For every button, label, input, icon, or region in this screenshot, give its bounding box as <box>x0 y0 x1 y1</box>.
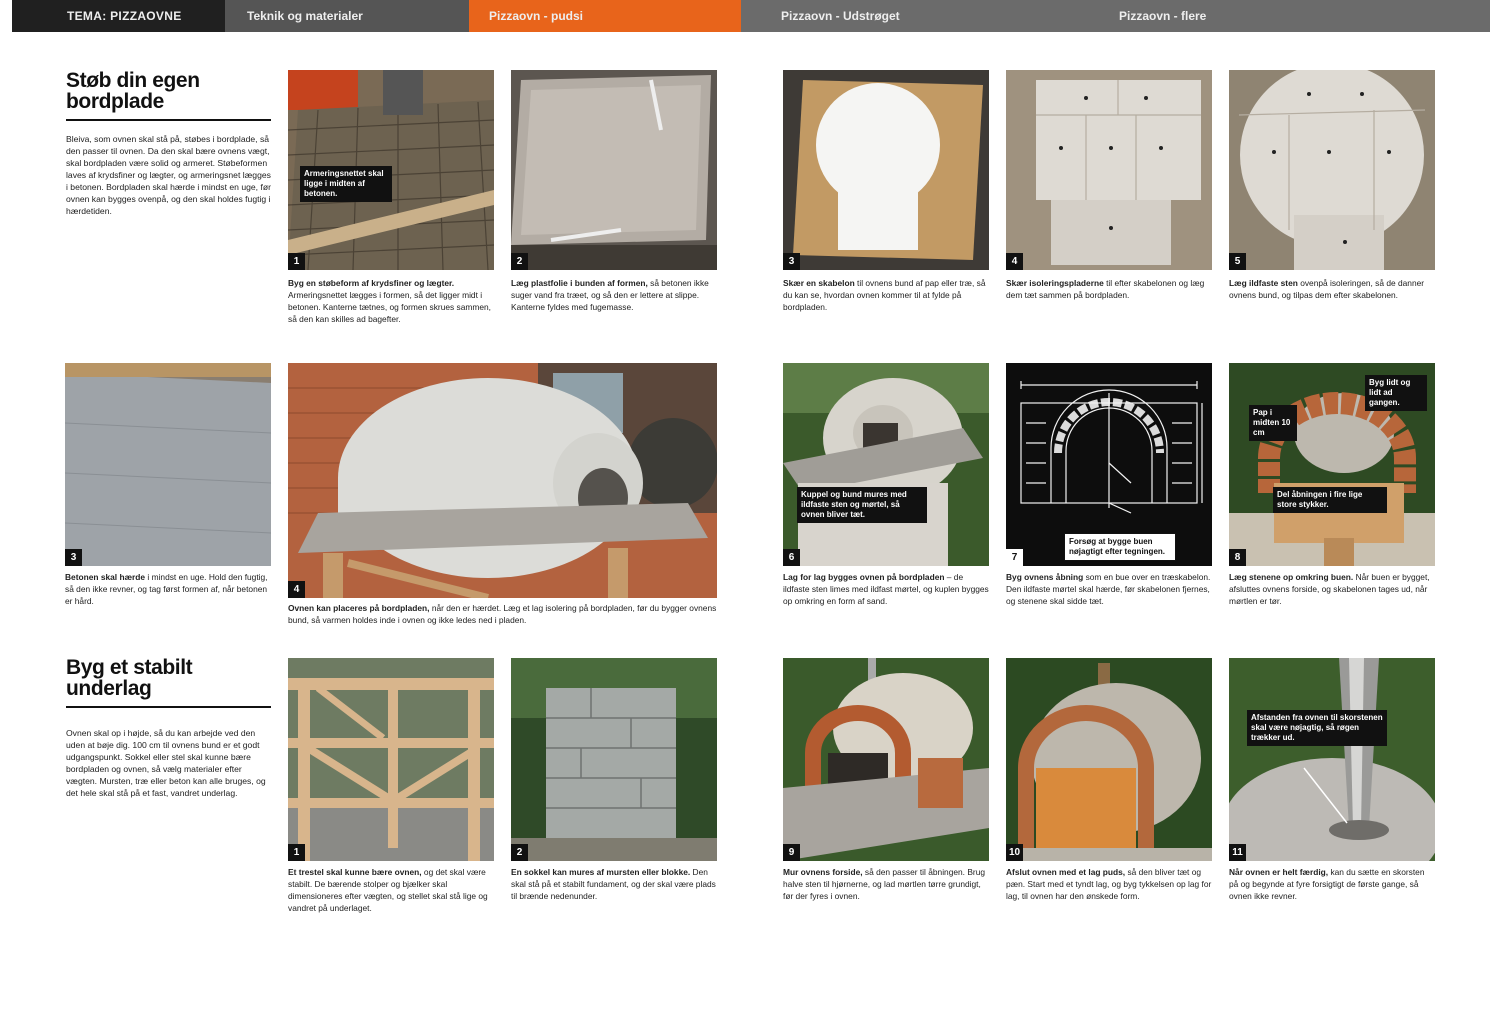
note-arch: Forsøg at bygge buen nøjagtigt efter tegningen. <box>1064 533 1176 561</box>
caption-step-p6 <box>783 571 989 607</box>
caption-text: så betonen ikke suger vand fra træet, og så den er lettere at slippe. Kanterne fyldes med fugemasse. <box>511 278 709 312</box>
caption-text: Når buen er bygget, afsluttes ovnens forside, og skabelonen tages ud, når mørtlen er tør. <box>1229 572 1430 606</box>
step-number: 4 <box>288 581 305 598</box>
caption-bold: Afslut ovnen med et lag puds, <box>1006 867 1126 877</box>
caption-text: ovenpå isoleringen, så de danner ovnens bund, og tilpas dem efter skabelonen. <box>1229 278 1425 300</box>
step-number: 10 <box>1006 844 1023 861</box>
caption-step-p5 <box>1229 277 1435 301</box>
step-number: 8 <box>1229 549 1246 566</box>
caption-step-p4 <box>1006 277 1212 301</box>
note-dome: Kuppel og bund mures med ildfaste sten og mørtel, så ovnen bliver tæt. <box>797 487 927 523</box>
step-number: 4 <box>1006 253 1023 270</box>
step-number: 2 <box>511 844 528 861</box>
caption-bold: Byg ovnens åbning <box>1006 572 1084 582</box>
caption-bold: Skær isoleringspladerne <box>1006 278 1104 288</box>
top-nav-bar <box>12 0 1490 32</box>
nav-tab-active[interactable]: Pizzaovn - pudsi <box>469 0 741 32</box>
caption-bold: Et trestel skal kunne bære ovnen, <box>288 867 422 877</box>
caption-step-p8 <box>1229 571 1435 607</box>
photo-wood-frame <box>288 658 494 861</box>
step-number: 11 <box>1229 844 1246 861</box>
caption-bold: Mur ovnens forside, <box>783 867 863 877</box>
caption-step-p7 <box>1006 571 1212 607</box>
caption-step-b1 <box>288 866 494 914</box>
caption-text: Den skal stå på et stabilt fundament, og der skal være plads til brænde nedenunder. <box>511 867 716 901</box>
caption-text: Armeringsnettet lægges i formen, så det ligger midt i betonen. Kanterne tætnes, og formen skrues sammen, så den kan skilles ad bagefter. <box>288 290 491 324</box>
caption-bold: En sokkel kan mures af mursten eller blokke. <box>511 867 691 877</box>
photo-oven-front <box>783 658 989 861</box>
caption-step-t4 <box>288 602 717 626</box>
photo-oven-on-table <box>288 363 717 598</box>
caption-step-t2 <box>511 277 717 313</box>
note-arch-center: Pap i midten 10 cm <box>1249 405 1297 441</box>
step-number: 5 <box>1229 253 1246 270</box>
photo-formwork <box>288 70 494 270</box>
caption-step-p9 <box>783 866 989 902</box>
note-rebar: Armeringsnettet skal ligge i midten af betonen. <box>300 166 392 202</box>
caption-text: i mindst en uge. Hold den fugtig, så den ikke revner, og tag først formen af, når betonen er hård. <box>65 572 268 606</box>
photo-plastic-form <box>511 70 717 270</box>
photo-curing-slab <box>65 363 271 566</box>
note-arch-divide: Del åbningen i fire lige store stykker. <box>1273 487 1387 513</box>
caption-bold: Læg ildfaste sten <box>1229 278 1298 288</box>
step-number: 3 <box>65 549 82 566</box>
caption-text: til ovnens bund af pap eller træ, så du kan se, hvordan ovnen kommer til at fylde på bordpladen. <box>783 278 986 312</box>
caption-text: så den bliver tæt og pæn. Start med et tyndt lag, og byg tykkelsen op lag for lag, til ovnen har den ønskede form. <box>1006 867 1212 901</box>
caption-step-p3 <box>783 277 989 313</box>
caption-text: som en bue over en træskabelon. Den ildfaste mørtel skal hærde, før skabelonen fjernes, og stenene skal sidde tæt. <box>1006 572 1211 606</box>
photo-fire-bricks-base <box>1229 70 1435 270</box>
caption-bold: Ovnen kan placeres på bordpladen, <box>288 603 430 613</box>
note-arch-build: Byg lidt og lidt ad gangen. <box>1365 375 1427 411</box>
photo-chimney <box>1229 658 1435 861</box>
caption-bold: Byg en støbeform af krydsfiner og lægter. <box>288 278 455 288</box>
caption-text: kan du sætte en skorsten på og begynde at fyre forsigtigt de første gange, så ovnen ikke revner. <box>1229 867 1425 901</box>
section-title-tabletop: Støb din egen bordplade <box>66 70 271 121</box>
arch-diagram <box>1006 363 1212 566</box>
section-intro-base: Ovnen skal op i højde, så du kan arbejde ved den uden at bøje dig. 100 cm til ovnens bund er et godt udgangspunkt. Sokkel eller stel skal kunne bære bordpladen og ovnen, så vælg materialer efter vægten. Mursten, træ eller beton kan alle bruges, og det hele skal stå på et fast, vandret underlag. <box>66 728 266 798</box>
step-number: 7 <box>1006 549 1023 566</box>
nav-tab-tools[interactable]: Teknik og materialer <box>225 0 469 32</box>
photo-block-base <box>511 658 717 861</box>
caption-text: og det skal være stabilt. De bærende stolper og bjælker skal dimensioneres efter vægten, og stellet skal stå lige og vandret på underlaget. <box>288 867 488 913</box>
photo-template <box>783 70 989 270</box>
note-chimney: Afstanden fra ovnen til skorstenen skal være nøjagtig, så røgen trækker ud. <box>1247 710 1387 746</box>
caption-bold: Læg plastfolie i bunden af formen, <box>511 278 648 288</box>
step-number: 2 <box>511 253 528 270</box>
step-number: 3 <box>783 253 800 270</box>
caption-step-b2 <box>511 866 717 902</box>
step-number: 6 <box>783 549 800 566</box>
photo-dome-build <box>783 363 989 566</box>
nav-theme-label: TEMA: PIZZAOVNE <box>12 0 225 32</box>
step-number: 1 <box>288 844 305 861</box>
caption-bold: Lag for lag bygges ovnen på bordpladen <box>783 572 945 582</box>
caption-step-p10 <box>1006 866 1212 902</box>
photo-plastered-oven <box>1006 658 1212 861</box>
caption-bold: Når ovnen er helt færdig, <box>1229 867 1329 877</box>
caption-step-t3 <box>65 571 271 607</box>
caption-step-p11 <box>1229 866 1435 902</box>
caption-text: når den er hærdet. Læg et lag isolering på bordpladen, før du bygger ovnens bund, så varmen holdes inde i ovnen og ikke ledes ned i pladen. <box>288 603 717 625</box>
photo-brick-arch <box>1229 363 1435 566</box>
step-number: 9 <box>783 844 800 861</box>
step-number: 1 <box>288 253 305 270</box>
nav-tab-outdoor[interactable]: Pizzaovn - Udstrøget <box>781 9 900 23</box>
caption-bold: Skær en skabelon <box>783 278 855 288</box>
photo-insulation-boards <box>1006 70 1212 270</box>
caption-bold: Læg stenene op omkring buen. <box>1229 572 1354 582</box>
caption-text: – de ildfaste sten limes med ildfast mørtel, og kuplen bygges op omkring en form af sand. <box>783 572 989 606</box>
caption-text: så den passer til åbningen. Brug halve sten til hjørnerne, og lad mørtlen tørre grundigt, før der fyres i ovnen. <box>783 867 986 901</box>
section-intro-tabletop: Bleiva, som ovnen skal stå på, støbes i bordplade, så den passer til ovnen. Da den skal bære ovnens vægt, skal bordpladen være solid og armeret. Støbeformen laves af krydsfiner og lægter, og armeringsnet lægges i betonen. Bordpladen skal hærde i mindst en uge, før ovnen kan bygges ovenpå, og den skal holdes fugtig i hærdetiden. <box>66 134 271 216</box>
section-title-base: Byg et stabilt underlag <box>66 657 271 708</box>
nav-tab-more[interactable]: Pizzaovn - flere <box>1119 9 1207 23</box>
caption-step-t1 <box>288 277 494 325</box>
caption-text: til efter skabelonen og læg dem tæt sammen på bordpladen. <box>1006 278 1205 300</box>
caption-bold: Betonen skal hærde <box>65 572 146 582</box>
